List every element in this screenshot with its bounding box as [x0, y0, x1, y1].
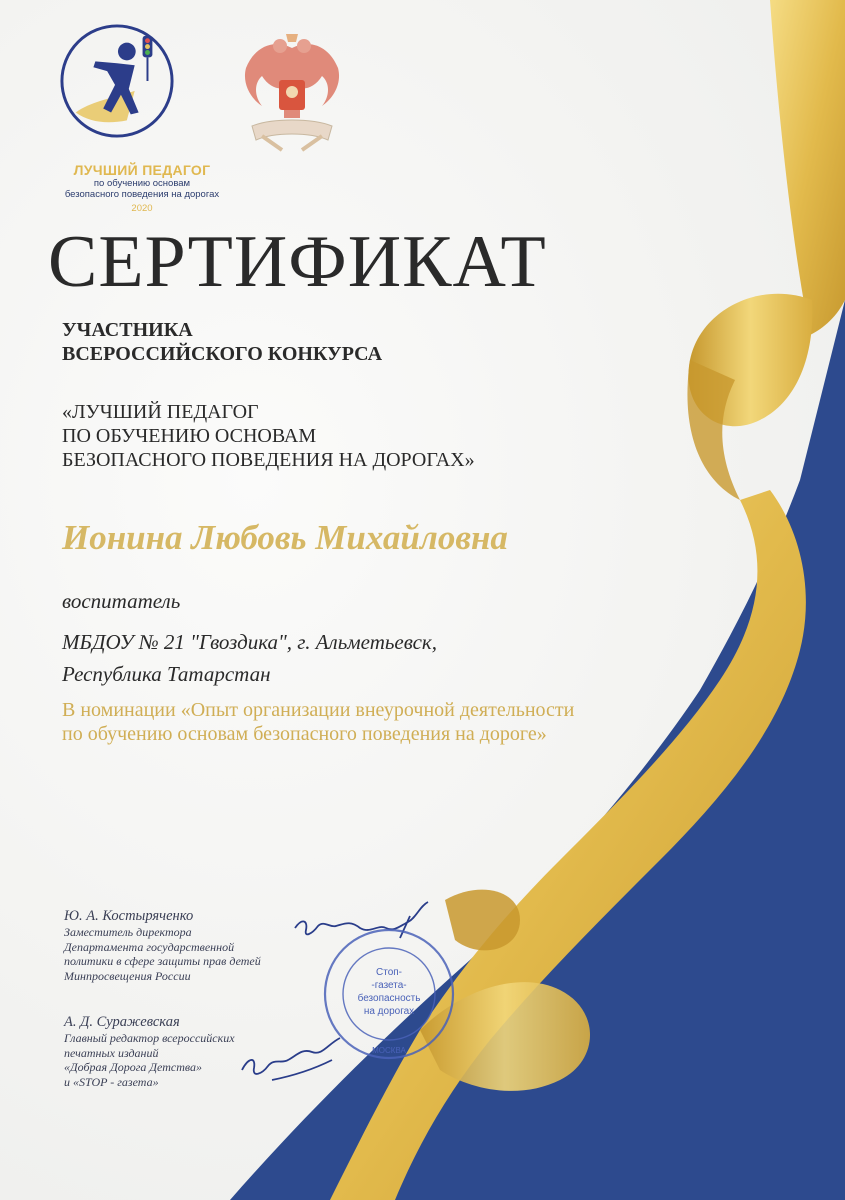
signatory-role-line: печатных изданий — [64, 1045, 159, 1060]
certificate-title: СЕРТИФИКАТ — [48, 221, 547, 303]
recipient-organization — [62, 626, 437, 690]
stamp-line2: -газета- — [371, 980, 407, 991]
logo-year: 2020 — [131, 203, 153, 214]
signatory-name: А. Д. Суражевская — [64, 1014, 180, 1030]
subtitle-line2: ВСЕРОССИЙСКОГО КОНКУРСА — [62, 343, 383, 365]
signatory-2 — [64, 1014, 235, 1089]
certificate-subtitle — [62, 318, 382, 366]
nomination-text — [62, 698, 574, 746]
logo-line2: безопасного поведения на дорогах — [64, 189, 220, 200]
ministry-emblem-icon — [232, 28, 352, 158]
signatory-1 — [64, 908, 261, 983]
stamp-line3: безопасность — [357, 993, 421, 1004]
recipient-position: воспитатель — [62, 589, 181, 613]
signatory-role-line: Главный редактор всероссийских — [64, 1031, 235, 1045]
organization-line2: Республика Татарстан — [62, 662, 271, 686]
nomination-line1: В номинации «Опыт организации внеурочной деятельности — [62, 699, 575, 721]
signatory-role-line: «Добрая Дорога Детства» — [64, 1060, 202, 1074]
child-traffic-light-logo-icon — [58, 22, 176, 140]
subtitle-line1: УЧАСТНИКА — [62, 319, 193, 341]
signatory-role-line: и «STOP - газета» — [64, 1074, 159, 1089]
organization-line1: МБДОУ № 21 "Гвоздика", г. Альметьевск, — [62, 630, 437, 654]
official-stamp — [320, 925, 458, 1063]
contest-logo — [52, 22, 232, 212]
nomination-line2: по обучению основам безопасного поведения на дороге» — [62, 723, 547, 745]
signatory-role-line: Минпросвещения России — [64, 968, 191, 983]
signatory-name: Ю. А. Костыряченко — [64, 908, 194, 924]
contest-line2: ПО ОБУЧЕНИЮ ОСНОВАМ — [62, 425, 317, 447]
signatory-role-line: Департамента государственной — [64, 939, 235, 954]
stamp-city: МОСКВА — [372, 1046, 406, 1055]
signatory-role-line: политики в сфере защиты прав детей — [64, 954, 261, 968]
signatory-role-line: Заместитель директора — [64, 925, 192, 939]
logo-line1: по обучению основам — [93, 178, 191, 189]
contest-line1: «ЛУЧШИЙ ПЕДАГОГ — [62, 401, 259, 423]
contest-line3: БЕЗОПАСНОГО ПОВЕДЕНИЯ НА ДОРОГАХ» — [62, 449, 475, 471]
stamp-line4: на дорогах — [363, 1006, 415, 1017]
recipient-name: Ионина Любовь Михайловна — [62, 518, 508, 557]
logo-title: ЛУЧШИЙ ПЕДАГОГ — [73, 162, 211, 178]
contest-name — [62, 400, 475, 472]
stamp-line1: Стоп- — [376, 967, 402, 978]
